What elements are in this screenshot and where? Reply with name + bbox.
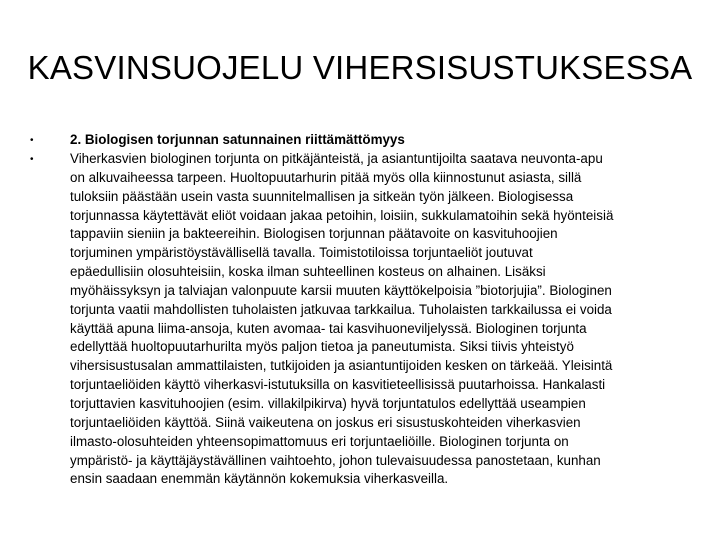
section-heading: 2. Biologisen torjunnan satunnainen riittämättömyys bbox=[70, 132, 405, 147]
paragraph-line: myöhäissyksyn ja talviajan valonpuute karsii muuten käyttökelpoisia ”biotorjujia”. Biologinen bbox=[70, 282, 612, 298]
paragraph-line: ilmasto-olosuhteiden yhteensopimattomuus eri torjuntaeliöille. Biologinen torjunta on bbox=[70, 433, 569, 449]
bullet-icon: • bbox=[30, 135, 34, 146]
paragraph-line: torjuttavien kasvituhoojien (esim. villakilpikirva) hyvä torjuntatulos edellyttää useampien bbox=[70, 395, 586, 411]
paragraph-line: tappaviin sieniin ja bakteereihin. Biologisen torjunnan päätavoite on kasvituhoojien bbox=[70, 226, 558, 242]
paragraph-line: torjunta vaatii mahdollisten tuholaisten jatkuvaa tarkkailua. Tuholaisten tarkkailussa ei voida bbox=[70, 301, 612, 317]
paragraph-line: Viherkasvien biologinen torjunta on pitkäjänteistä, ja asiantuntijoilta saatava neuvonta-apu bbox=[70, 151, 603, 166]
paragraph-line: on alkuvaiheessa tarpeen. Huoltopuutarhurin pitää myös olla kiinnostunut asiasta, sillä bbox=[70, 169, 582, 185]
slide-title: KASVINSUOJELU VIHERSISUSTUKSESSA bbox=[27, 49, 693, 86]
paragraph-line: epäedullisiin olosuhteisiin, koska ilman suhteellinen kosteus on alhainen. Lisäksi bbox=[70, 264, 546, 280]
paragraph-line: ympäristö- ja käyttäjäystävällinen vaihtoehto, johon tulevaisuudessa panostetaan, kunhan bbox=[70, 452, 601, 468]
paragraph-line: torjuntaeliöiden käyttö viherkasvi-istutuksilla on kasvitieteellisissä puutarhoissa. Hankalasti bbox=[70, 377, 606, 393]
paragraph-line: edellyttää huoltopuutarhurilta myös paljon tietoa ja paneutumista. Siksi tiivis yhteistyö bbox=[70, 339, 574, 355]
bullet-item-heading bbox=[30, 131, 702, 150]
body-paragraph bbox=[70, 150, 702, 489]
paragraph-line: vihersisustusalan ammattilaisten, tutkijoiden ja asiantuntijoiden kesken on tärkeää. Yleisintä bbox=[70, 358, 613, 374]
paragraph-line: torjuminen ympäristöystävällisellä tavalla. Toimistotiloissa torjuntaeliöt joutuvat bbox=[70, 245, 533, 261]
paragraph-line: torjunnassa käytettävät eliöt voidaan jakaa petoihin, loisiin, sukkulamatoihin sekä hyönteisiä bbox=[70, 207, 614, 223]
bullet-icon: • bbox=[30, 154, 34, 165]
bullet-item-paragraph bbox=[30, 150, 702, 489]
paragraph-line: käyttää apuna liima-ansoja, kuten avomaa- tai kasvihuoneviljelyssä. Biologinen torjunta bbox=[70, 320, 587, 336]
paragraph-line: ensin saadaan enemmän käytännön kokemuksia viherkasveilla. bbox=[70, 471, 449, 487]
paragraph-line: tuloksiin päästään usein vasta suunnitelmallisen ja sitkeän työn jälkeen. Biologisessa bbox=[70, 188, 574, 204]
slide-body bbox=[30, 131, 702, 489]
paragraph-line: torjuntaeliöiden käyttöä. Siinä vaikeutena on joskus eri sisustuskohteiden viherkasvien bbox=[70, 414, 581, 430]
